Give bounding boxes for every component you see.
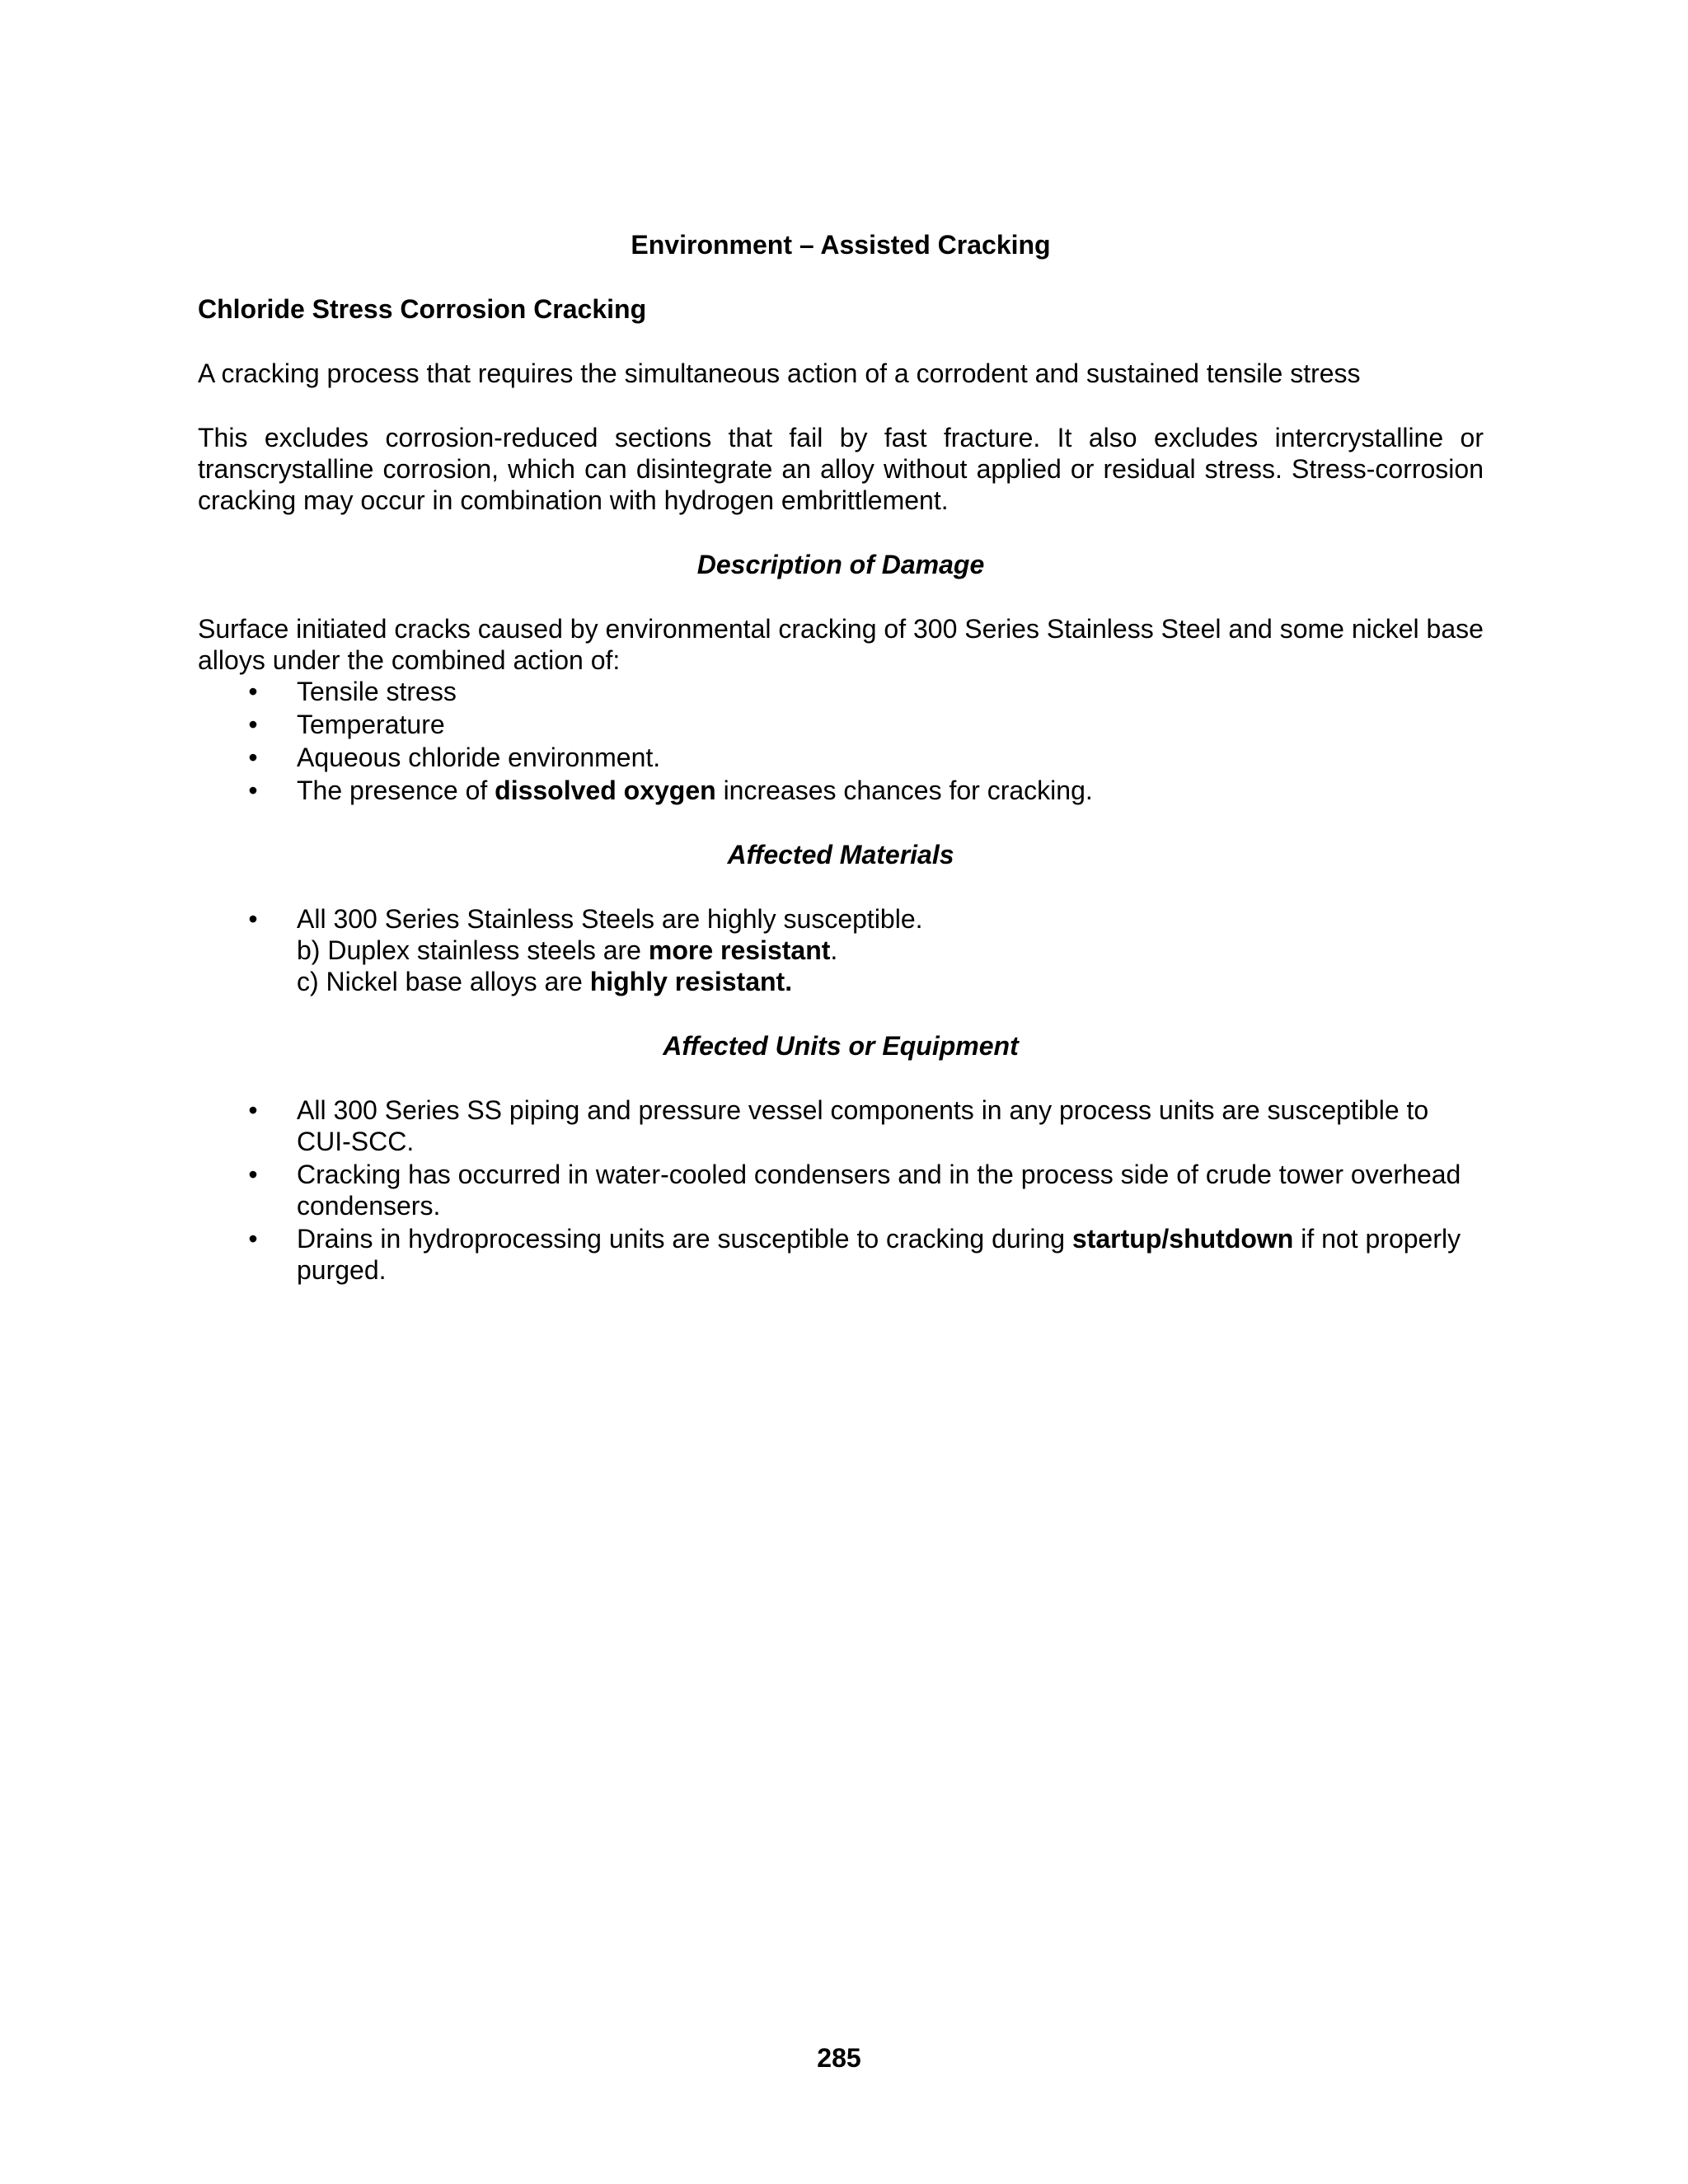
- description-list: [198, 676, 1484, 806]
- description-intro: Surface initiated cracks caused by environmental cracking of 300 Series Stainless Steel and some nickel base alloys under the combined action of:: [198, 614, 1484, 675]
- list-item: [198, 709, 1484, 740]
- bullet-icon: •: [248, 1095, 258, 1125]
- exclusion-paragraph: This excludes corrosion-reduced sections that fail by fast fracture. It also excludes intercrystalline or transcrystalline corrosion, which can disintegrate an alloy without applied or residual stress. Stress-corrosion cracking may occur in combination with hydrogen embrittlement.: [198, 423, 1484, 515]
- materials-item-c: c) Nickel base alloys are highly resistant.: [297, 967, 793, 996]
- list-item-text: Cracking has occurred in water-cooled condensers and in the process side of crude tower overhead condensers.: [297, 1160, 1461, 1221]
- bullet-icon: •: [248, 1160, 258, 1189]
- list-item: [198, 775, 1484, 806]
- list-item-text-after: increases chances for cracking.: [715, 776, 1093, 805]
- materials-heading: Affected Materials: [727, 840, 954, 869]
- section-title: Chloride Stress Corrosion Cracking: [198, 294, 647, 324]
- definition-text: A cracking process that requires the simultaneous action of a corrodent and sustained tensile stress: [198, 359, 1361, 388]
- list-item-text: Temperature: [297, 710, 445, 739]
- main-title: Environment – Assisted Cracking: [631, 230, 1051, 260]
- list-item-emphasis: dissolved oxygen: [495, 776, 716, 805]
- equipment-list: [198, 1094, 1484, 1286]
- list-item: [198, 1094, 1484, 1157]
- bullet-icon: •: [248, 904, 258, 934]
- list-item-emphasis: startup/shutdown: [1071, 1224, 1294, 1254]
- materials-item-a: All 300 Series Stainless Steels are highly susceptible.: [297, 904, 923, 934]
- page-content: [198, 229, 1484, 1287]
- list-item-text-before: The presence of: [297, 776, 495, 805]
- materials-item-b: b) Duplex stainless steels are more resistant.: [297, 935, 838, 965]
- materials-list: [198, 903, 1484, 997]
- list-item: [198, 903, 1484, 997]
- list-item-text: Aqueous chloride environment.: [297, 743, 661, 772]
- list-item: [198, 1223, 1484, 1286]
- list-item-text: Tensile stress: [297, 677, 457, 706]
- page-number: 285: [817, 2043, 861, 2073]
- equipment-heading: Affected Units or Equipment: [663, 1031, 1019, 1061]
- bullet-icon: •: [248, 1224, 258, 1254]
- list-item-text: All 300 Series SS piping and pressure vessel components in any process units are susceptible to CUI-SCC.: [297, 1095, 1429, 1156]
- list-item-text-after: if not properly purged.: [297, 1224, 1461, 1285]
- bullet-icon: •: [248, 776, 258, 805]
- bullet-icon: •: [248, 677, 258, 706]
- list-item: [198, 1159, 1484, 1221]
- list-item-text-before: Drains in hydroprocessing units are susceptible to cracking during: [297, 1224, 1072, 1254]
- list-item: [198, 676, 1484, 707]
- bullet-icon: •: [248, 710, 258, 739]
- bullet-icon: •: [248, 743, 258, 772]
- list-item: [198, 742, 1484, 773]
- description-heading: Description of Damage: [696, 550, 985, 579]
